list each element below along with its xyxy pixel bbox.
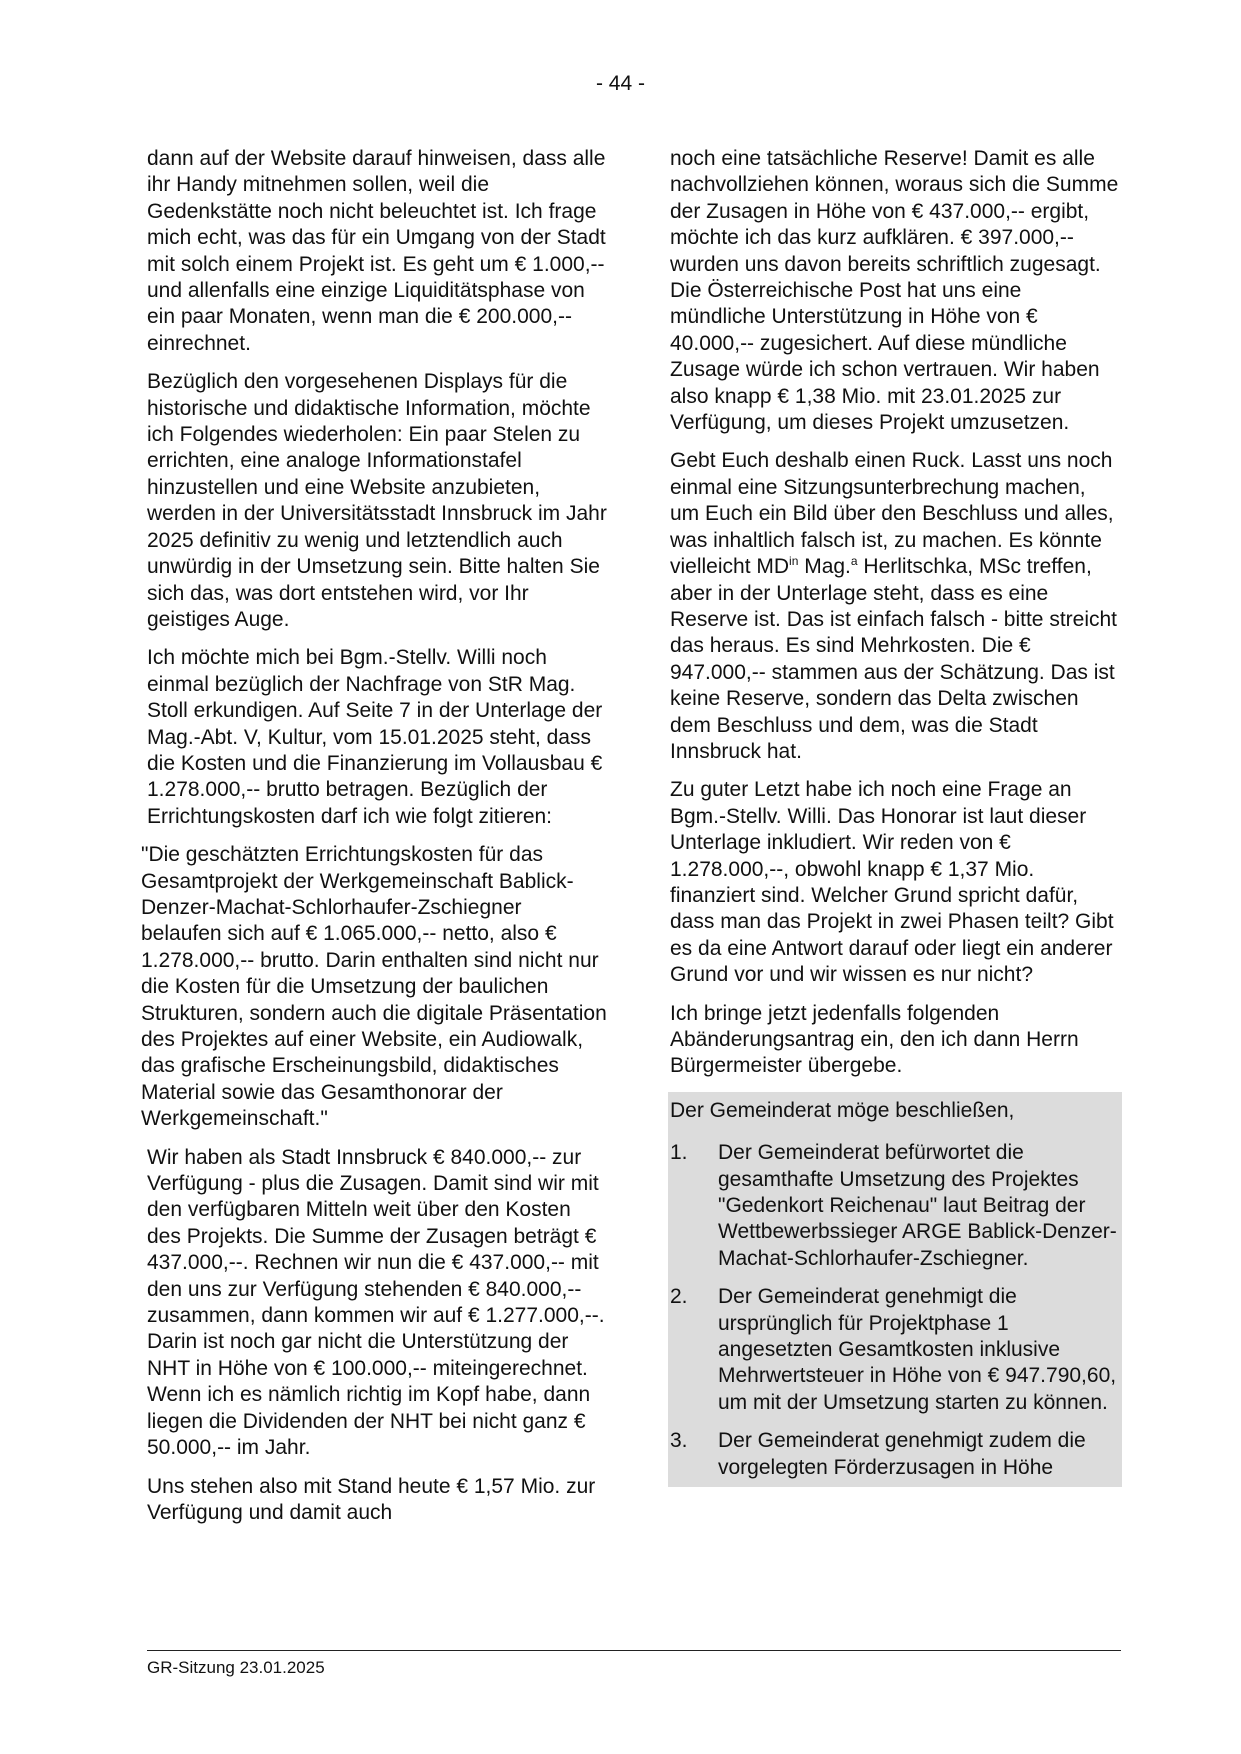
paragraph-text: Herlitschka, MSc treffen, aber in der Unterlage steht, dass es eine Reserve ist. Das ist einfach falsch - bitte streicht das heraus. Es sind Mehrkosten. Die € 947.000,-- stammen aus der Schätzung. Das ist keine Reserve, sondern das Delta zwischen dem Beschluss und dem, was die Stadt Innsbruck hat. (670, 555, 1117, 763)
footer-divider (147, 1650, 1121, 1651)
motion-item-number: 1. (670, 1141, 688, 1165)
right-column (670, 146, 1120, 1487)
paragraph-text: Mag. (798, 555, 851, 579)
motion-item (670, 1140, 1118, 1272)
motion-item (670, 1428, 1118, 1481)
motion-item-number: 3. (670, 1429, 688, 1453)
paragraph: Ich möchte mich bei Bgm.-Stellv. Willi noch einmal bezüglich der Nachfrage von StR Mag. Stoll erkundigen. Auf Seite 7 in der Unterlage der Mag.-Abt. V, Kultur, vom 15.01.2025 steht, dass die Kosten und die Finanzierung im Vollausbau € 1.278.000,-- brutto betragen. Bezüglich der Errichtungskosten darf ich wie folgt zitieren: (147, 646, 603, 828)
paragraph: noch eine tatsächliche Reserve! Damit es alle nachvollziehen können, woraus sich die Summe der Zusagen in Höhe von € 437.000,-- ergibt, möchte ich das kurz aufklären. € 397.000,-- wurden uns davon bereits schriftlich zugesagt. Die Österreichische Post hat uns eine mündliche Unterstützung in Höhe von € 40.000,-- zugesichert. Auf diese mündliche Zusage würde ich schon vertrauen. Wir haben also knapp € 1,38 Mio. mit 23.01.2025 zur Verfügung, um dieses Projekt umzusetzen. (670, 147, 1119, 435)
motion-intro: Der Gemeinderat möge beschließen, (670, 1098, 1015, 1122)
motion-item (670, 1284, 1118, 1416)
quote-paragraph: "Die geschätzten Errichtungskosten für das Gesamtprojekt der Werkgemeinschaft Bablick-Denzer-Machat-Schlorhaufer-Zschiegner belaufen sich auf € 1.065.000,-- netto, also € 1.278.000,-- brutto. Darin enthalten sind nicht nur die Kosten für die Umsetzung der baulichen Strukturen, sondern auch die digitale Präsentation des Projektes auf einer Website, ein Audiowalk, das grafische Erscheinungsbild, didaktisches Material sowie das Gesamthonorar der Werkgemeinschaft." (141, 843, 607, 1131)
footer: GR-Sitzung 23.01.2025 (147, 1658, 325, 1677)
motion-box (668, 1092, 1122, 1487)
superscript: in (789, 554, 799, 569)
paragraph: Wir haben als Stadt Innsbruck € 840.000,-- zur Verfügung - plus die Zusagen. Damit sind wir mit den verfügbaren Mitteln weit über den Kosten des Projekts. Die Summe der Zusagen beträgt € 437.000,--. Rechnen wir nun die € 437.000,-- mit den uns zur Verfügung stehenden € 840.000,-- zusammen, dann kommen wir auf € 1.277.000,--. Darin ist noch gar nicht die Unterstützung der NHT in Höhe von € 100.000,-- miteingerechnet. Wenn ich es nämlich richtig im Kopf habe, dann liegen die Dividenden der NHT bei nicht ganz € 50.000,-- im Jahr. (147, 1145, 605, 1460)
motion-item-text: Der Gemeinderat befürwortet die gesamthafte Umsetzung des Projektes "Gedenkort Reichenau" laut Beitrag der Wettbewerbssieger ARGE Bablick-Denzer-Machat-Schlorhaufer-Zschiegner. (718, 1141, 1117, 1270)
page-number: - 44 - (595, 72, 645, 95)
motion-item-number: 2. (670, 1285, 688, 1309)
paragraph-text: Gebt Euch deshalb einen Ruck. Lasst uns noch einmal eine Sitzungsunterbrechung machen, um Euch ein Bild über den Beschluss und alles, was inhaltlich falsch ist, zu machen. Es könnte vielleicht MD (670, 449, 1114, 579)
paragraph: Zu guter Letzt habe ich noch eine Frage an Bgm.-Stellv. Willi. Das Honorar ist laut dieser Unterlage inkludiert. Wir reden von € 1.278.000,--, obwohl knapp € 1,37 Mio. finanziert sind. Welcher Grund spricht dafür, dass man das Projekt in zwei Phasen teilt? Gibt es da eine Antwort darauf oder liegt ein anderer Grund vor und wir wissen es nur nicht? (670, 778, 1114, 987)
motion-item-text: Der Gemeinderat genehmigt die ursprünglich für Projektphase 1 angesetzten Gesamtkosten inklusive Mehrwertsteuer in Höhe von € 947.790,60, um mit der Umsetzung starten zu können. (718, 1285, 1117, 1414)
paragraph: Uns stehen also mit Stand heute € 1,57 Mio. zur Verfügung und damit auch (147, 1474, 596, 1524)
motion-item-text: Der Gemeinderat genehmigt zudem die vorgelegten Förderzusagen in Höhe (718, 1429, 1086, 1479)
left-column (141, 146, 607, 1538)
paragraph (670, 448, 1120, 765)
paragraph: Ich bringe jetzt jedenfalls folgenden Abänderungsantrag ein, den ich dann Herrn Bürgermeister übergebe. (670, 1001, 1079, 1078)
superscript: a (850, 554, 858, 569)
paragraph: dann auf der Website darauf hinweisen, dass alle ihr Handy mitnehmen sollen, weil die Gedenkstätte noch nicht beleuchtet ist. Ich frage mich echt, was das für ein Umgang von der Stadt mit solch einem Projekt ist. Es geht um € 1.000,-- und allenfalls eine einzige Liquiditätsphase von ein paar Monaten, wenn man die € 200.000,-- einrechnet. (147, 147, 606, 355)
paragraph: Bezüglich den vorgesehenen Displays für die historische und didaktische Information, möchte ich Folgendes wiederholen: Ein paar Stelen zu errichten, eine analoge Informationstafel hinzustellen und eine Website anzubieten, werden in der Universitätsstadt Innsbruck im Jahr 2025 definitiv zu wenig und letztendlich auch unwürdig in der Umsetzung sein. Bitte halten Sie sich das, was dort entstehen wird, vor Ihr geistiges Auge. (147, 370, 607, 631)
